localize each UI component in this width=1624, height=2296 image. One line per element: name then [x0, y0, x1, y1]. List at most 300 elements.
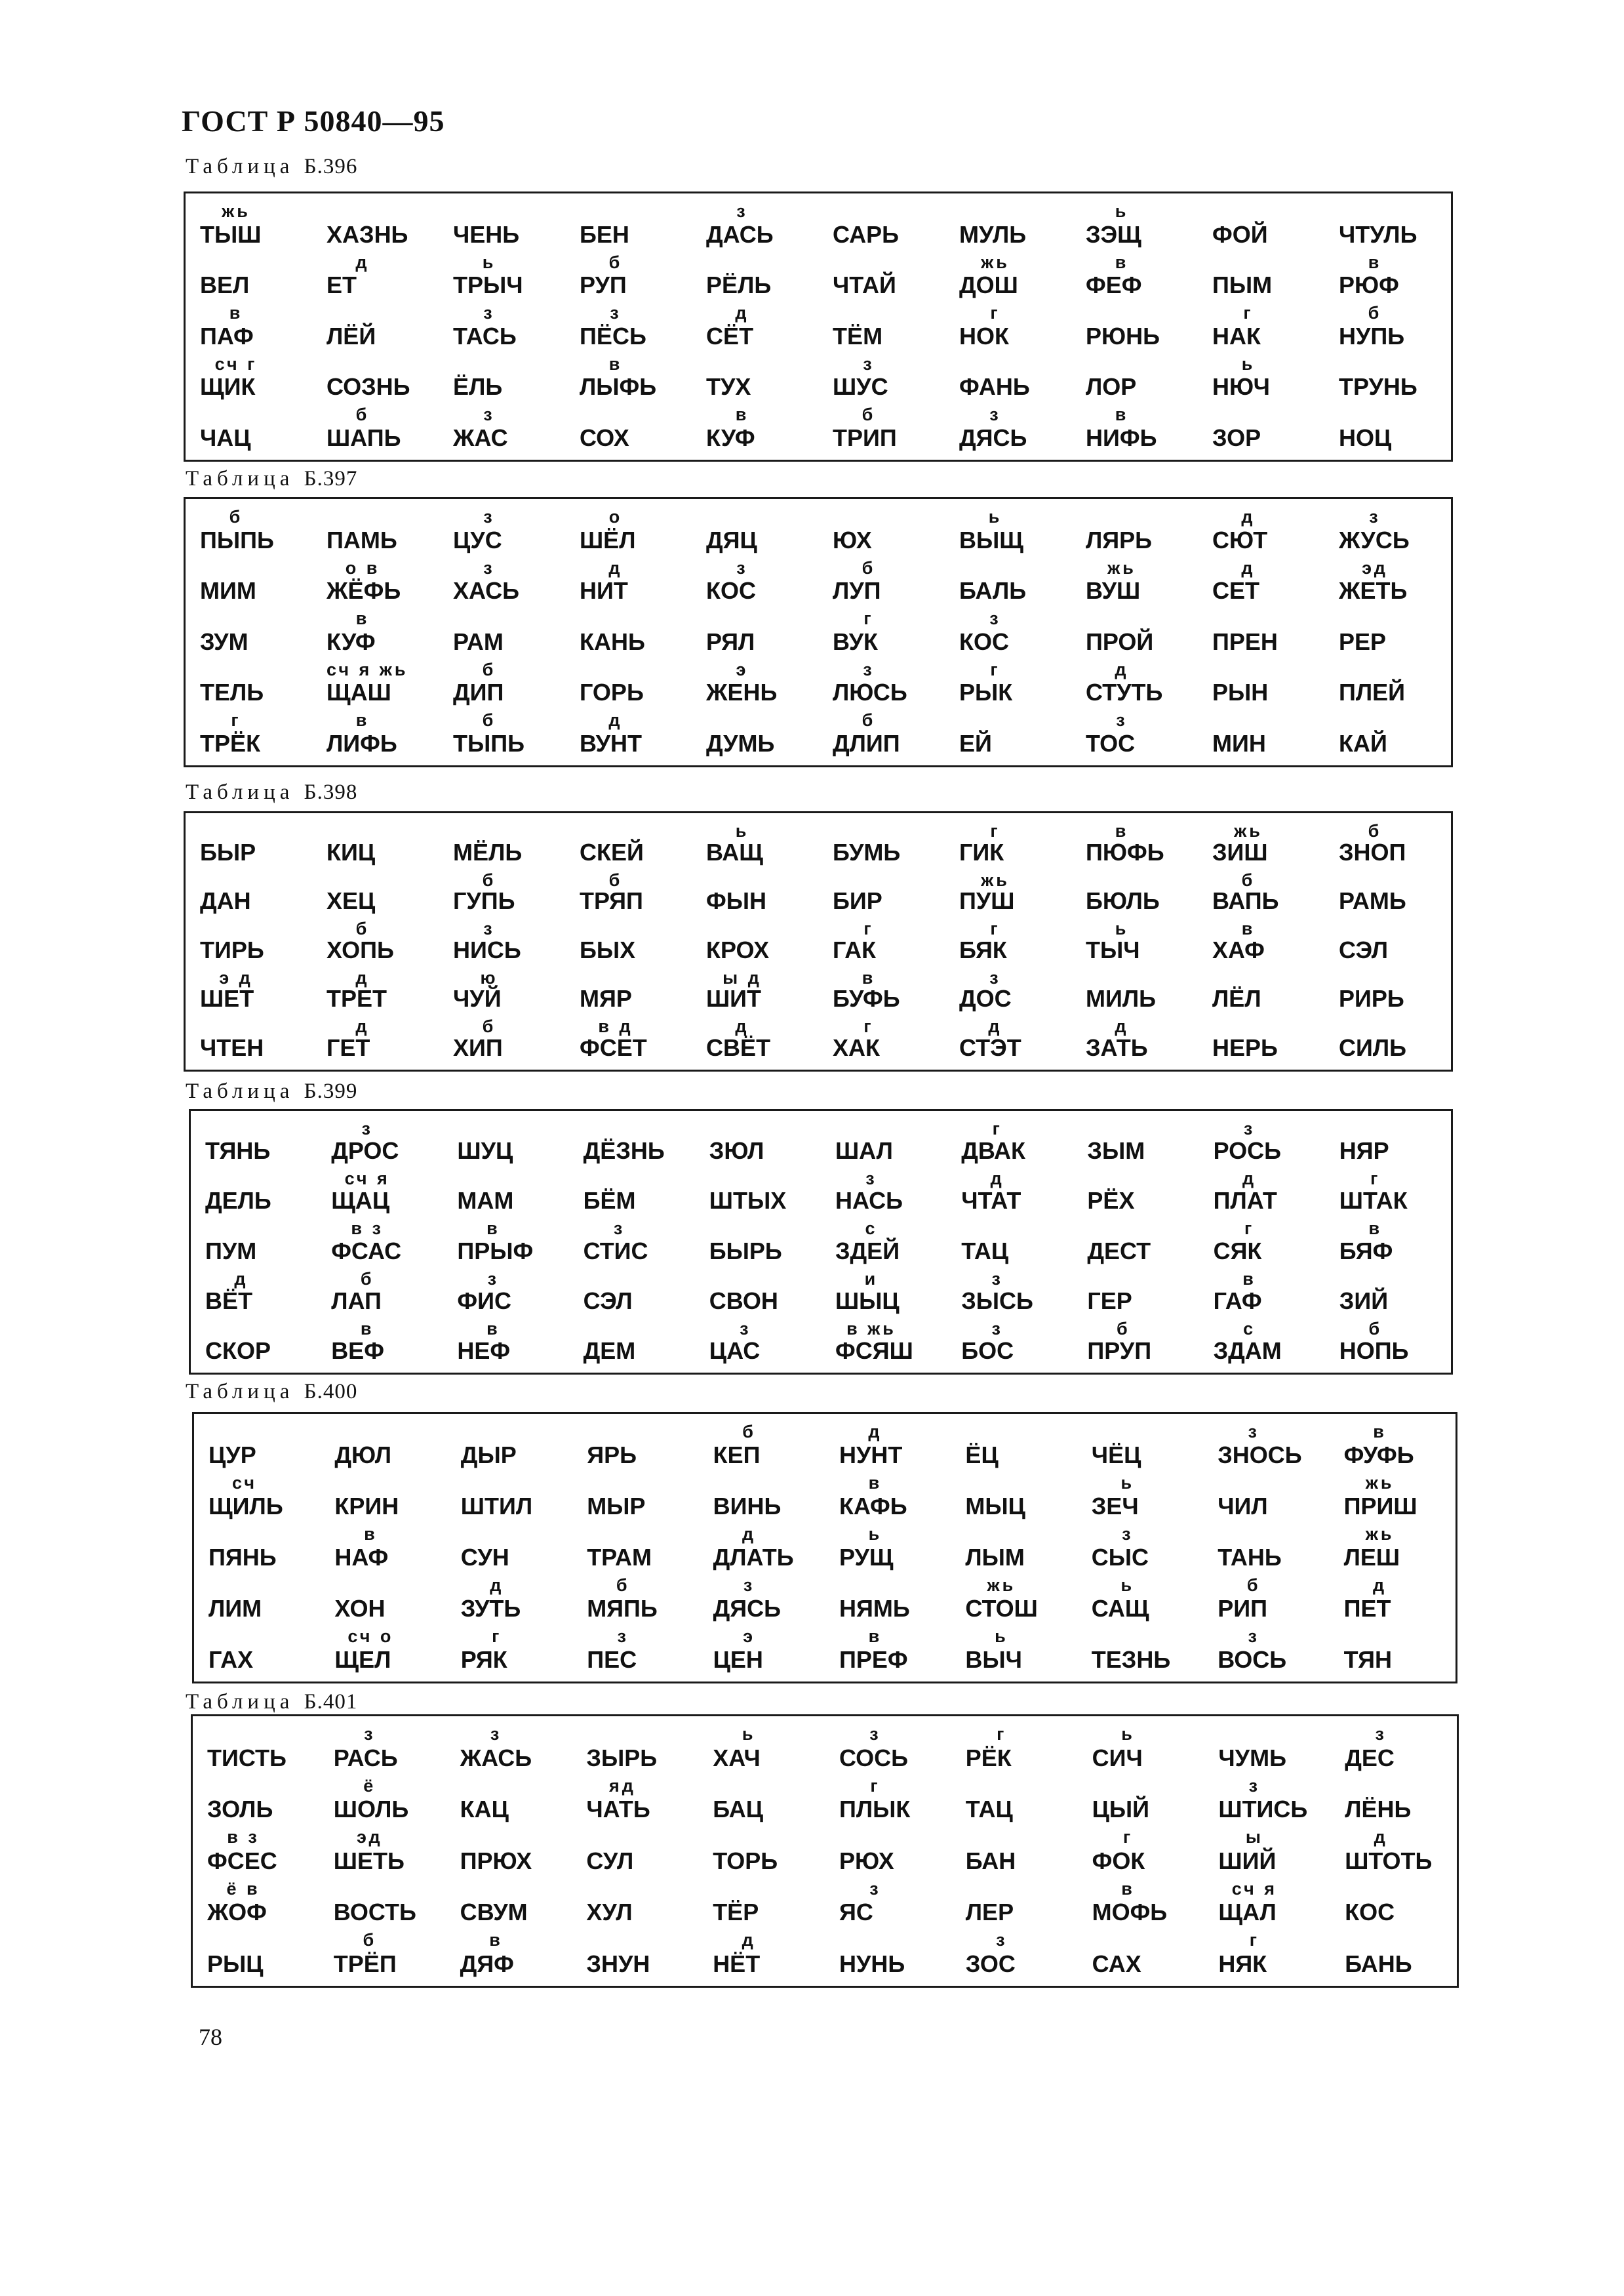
cell-word: ЗИШ — [1212, 838, 1268, 866]
table-cell — [446, 1929, 572, 1981]
cell-mark: з — [483, 919, 495, 939]
word-table — [191, 1714, 1459, 1988]
cell-word: ВЕФ — [331, 1337, 384, 1364]
table-cell — [312, 709, 439, 760]
cell-word: ЕЙ — [959, 729, 992, 757]
table-cell — [186, 251, 312, 302]
cell-mark: ь — [995, 1626, 1008, 1646]
cell-word: МЁЛЬ — [453, 838, 523, 866]
table-cell — [446, 1723, 572, 1775]
cell-word: ПЛЫК — [839, 1796, 911, 1823]
cell-mark: з — [1248, 1775, 1261, 1796]
cell-word: ПРЫФ — [457, 1237, 534, 1264]
table-cell — [565, 302, 692, 353]
table-cell — [695, 1217, 821, 1267]
table-cell — [1325, 1167, 1451, 1217]
cell-word: ЛЁЛ — [1212, 985, 1261, 1013]
table-cell — [194, 1625, 320, 1676]
table-cell — [818, 1015, 945, 1064]
word-table — [192, 1412, 1457, 1683]
cell-mark: з — [1369, 507, 1381, 527]
cell-word: ЩАЛ — [1218, 1899, 1277, 1926]
cell-word: ТОС — [1086, 729, 1136, 757]
cell-word: ХАЗНЬ — [327, 220, 408, 248]
table-cell — [1324, 709, 1451, 760]
cell-word: ЯС — [839, 1899, 873, 1926]
cell-word: ДРОС — [331, 1137, 399, 1165]
cell-mark: б — [1368, 303, 1382, 323]
table-cell — [317, 1217, 443, 1267]
table-cell — [572, 1723, 698, 1775]
table-cell — [572, 1929, 698, 1981]
cell-word: ТЫЧ — [1086, 936, 1140, 963]
table-cell — [1071, 917, 1198, 967]
cell-word: КУФ — [327, 628, 376, 655]
table-cell — [565, 506, 692, 557]
cell-word: ГАФ — [1213, 1287, 1262, 1314]
cell-word: НУНЬ — [839, 1950, 905, 1977]
cell-word: ПЕТ — [1343, 1595, 1391, 1622]
cell-word: ПРЕФ — [839, 1646, 908, 1673]
cell-word: СОСЬ — [839, 1744, 908, 1771]
table-cell — [945, 658, 1071, 710]
cell-word: РЫК — [959, 679, 1013, 706]
cell-mark: б — [1368, 821, 1382, 841]
cell-mark: сч — [232, 1473, 257, 1493]
cell-word: БЁМ — [583, 1187, 636, 1215]
cell-mark: б — [360, 1268, 374, 1289]
cell-word: ТЯН — [1343, 1646, 1392, 1673]
cell-mark: з — [736, 201, 748, 221]
table-cell — [818, 917, 945, 967]
cell-word: РЮФ — [1339, 272, 1399, 299]
table-cell — [692, 200, 818, 251]
cell-mark: г — [1122, 1827, 1134, 1847]
table-cell — [312, 967, 439, 1016]
cell-word: ПЮФЬ — [1086, 838, 1164, 866]
cell-mark: б — [1246, 1575, 1261, 1595]
cell-word: ШАПЬ — [327, 424, 401, 451]
cell-mark: г — [492, 1626, 502, 1646]
cell-word: ДЁЗНЬ — [583, 1137, 665, 1165]
cell-mark: в — [1115, 821, 1129, 841]
cell-mark: в з — [227, 1827, 260, 1847]
cell-mark: д — [608, 710, 623, 731]
table-cell — [945, 820, 1071, 869]
cell-mark: з — [1243, 1119, 1256, 1138]
cell-word: ЦЫЙ — [1092, 1796, 1150, 1823]
cell-mark: ё — [363, 1775, 376, 1796]
cell-mark: в жь — [846, 1318, 896, 1339]
table-cell — [439, 869, 565, 918]
cell-word: ТАЦ — [965, 1796, 1013, 1823]
table-cell — [317, 1118, 443, 1167]
cell-word: ЁЦ — [965, 1441, 999, 1468]
table-cell — [1330, 1472, 1456, 1523]
cell-word: СОЗНЬ — [327, 373, 410, 401]
cell-word: ЗДЕЙ — [835, 1237, 900, 1264]
table-cell — [439, 820, 565, 869]
table-label: Таблица — [186, 467, 294, 491]
cell-word: ЗЫРЬ — [586, 1744, 658, 1771]
table-number: Б.398 — [304, 780, 358, 804]
table-cell — [1199, 1318, 1325, 1367]
cell-word: КОС — [1345, 1899, 1395, 1926]
table-cell — [1199, 1167, 1325, 1217]
cell-word: ВАПЬ — [1212, 887, 1279, 915]
cell-word: ЛЕР — [965, 1899, 1014, 1926]
cell-mark: з — [1248, 1626, 1259, 1646]
cell-word: НОПЬ — [1339, 1337, 1409, 1364]
cell-mark: г — [990, 821, 1000, 841]
table-cell — [317, 1167, 443, 1217]
table-cell — [1078, 1723, 1204, 1775]
cell-word: БИР — [833, 887, 882, 915]
cell-mark: э д — [219, 967, 253, 988]
table-cell — [698, 1878, 825, 1929]
cell-mark: в — [229, 303, 243, 323]
table-cell — [1078, 1775, 1204, 1826]
table-cell — [565, 709, 692, 760]
table-cell — [312, 917, 439, 967]
cell-mark: б — [862, 405, 876, 425]
table-cell — [1204, 1929, 1330, 1981]
table-cell — [1071, 869, 1198, 918]
table-cell — [1324, 251, 1451, 302]
table-cell — [695, 1118, 821, 1167]
table-cell — [945, 967, 1071, 1016]
cell-word: ВУК — [833, 628, 878, 655]
cell-word: ЗЭЩ — [1086, 220, 1141, 248]
cell-mark: г — [990, 659, 1000, 679]
cell-mark: жь — [1234, 821, 1263, 841]
cell-word: РАМ — [453, 628, 504, 655]
table-cell — [1071, 967, 1198, 1016]
table-cell — [1198, 200, 1324, 251]
cell-word: ШУС — [833, 373, 888, 401]
cell-word: ЧУЙ — [453, 985, 502, 1013]
table-cell — [439, 353, 565, 404]
table-cell — [1198, 403, 1324, 454]
cell-word: ШОЛЬ — [333, 1796, 409, 1823]
cell-word: ЧЁЦ — [1091, 1441, 1141, 1468]
table-cell — [1325, 1268, 1451, 1318]
cell-word: ШТИСЬ — [1218, 1796, 1308, 1823]
cell-word: МИН — [1212, 729, 1266, 757]
cell-word: ФОЙ — [1212, 220, 1268, 248]
cell-word: ЛЫМ — [965, 1544, 1025, 1571]
cell-word: БАНЬ — [1345, 1950, 1412, 1977]
cell-word: ТРЁП — [333, 1950, 397, 1977]
cell-word: БАЦ — [713, 1796, 763, 1823]
table-cell — [945, 709, 1071, 760]
cell-word: НАСЬ — [835, 1187, 903, 1215]
cell-mark: д — [735, 303, 749, 323]
cell-word: СЭЛ — [583, 1287, 633, 1314]
cell-mark: з — [736, 557, 748, 578]
cell-word: ФАНЬ — [959, 373, 1030, 401]
table-cell — [186, 869, 312, 918]
cell-word: ЩАЦ — [331, 1187, 390, 1215]
cell-word: ШУЦ — [457, 1137, 513, 1165]
cell-word: НИСЬ — [453, 936, 521, 963]
cell-mark: г — [1243, 303, 1254, 323]
table-cell — [439, 506, 565, 557]
table-cell — [1325, 1217, 1451, 1267]
table-cell — [439, 200, 565, 251]
page-header: ГОСТ Р 50840—95 — [182, 104, 445, 138]
table-cell — [572, 1420, 698, 1472]
table-cell — [1330, 1775, 1457, 1826]
cell-mark: з — [361, 1119, 373, 1138]
cell-word: ХОПЬ — [327, 936, 394, 963]
cell-word: ЗНОСЬ — [1218, 1441, 1302, 1468]
table-cell — [825, 1826, 951, 1878]
cell-word: ЦУР — [208, 1441, 256, 1468]
cell-mark: з — [1116, 710, 1128, 731]
table-cell — [692, 820, 818, 869]
cell-word: ХУЛ — [586, 1899, 633, 1926]
cell-word: БЯК — [959, 936, 1007, 963]
cell-word: ШТАК — [1339, 1187, 1408, 1215]
cell-mark: с — [1243, 1318, 1256, 1339]
table-cell — [1324, 557, 1451, 608]
cell-word: ЧЕНЬ — [453, 220, 520, 248]
table-cell — [191, 1318, 317, 1367]
cell-word: ГИК — [959, 838, 1004, 866]
table-cell — [1199, 1118, 1325, 1167]
cell-word: СЁТ — [706, 322, 754, 350]
cell-mark: в — [1241, 919, 1256, 939]
cell-word: СЫС — [1091, 1544, 1149, 1571]
cell-mark: ь — [1241, 353, 1256, 374]
cell-word: БЫХ — [580, 936, 636, 963]
cell-word: МИЛЬ — [1086, 985, 1156, 1013]
cell-word: ФЕФ — [1086, 272, 1142, 299]
cell-word: САХ — [1092, 1950, 1141, 1977]
cell-word: ШЕТЬ — [333, 1847, 405, 1874]
table-cell — [1071, 607, 1198, 658]
word-table — [184, 191, 1453, 462]
cell-word: БЯФ — [1339, 1237, 1393, 1264]
cell-word: ЖУСЬ — [1339, 526, 1410, 554]
cell-word: ПЁСЬ — [580, 322, 646, 350]
cell-mark: жь — [1365, 1473, 1395, 1493]
table-cell — [821, 1167, 947, 1217]
table-cell — [1073, 1217, 1198, 1267]
cell-mark: в — [486, 1218, 500, 1239]
table-cell — [1324, 302, 1451, 353]
cell-word: ПЛАТ — [1213, 1187, 1277, 1215]
table-cell — [692, 403, 818, 454]
cell-mark: д — [1115, 1017, 1129, 1037]
table-cell — [1198, 353, 1324, 404]
table-cell — [446, 1523, 572, 1574]
table-cell — [320, 1472, 446, 1523]
cell-word: ЖЁФЬ — [327, 577, 401, 605]
cell-word: СУЛ — [586, 1847, 634, 1874]
table-cell — [818, 403, 945, 454]
table-cell — [572, 1826, 698, 1878]
cell-mark: г — [1249, 1930, 1260, 1950]
cell-mark: з — [743, 1575, 755, 1595]
table-cell — [439, 607, 565, 658]
cell-mark: в — [364, 1524, 378, 1544]
cell-mark: д — [234, 1268, 248, 1289]
cell-word: ЦЕН — [713, 1646, 763, 1673]
table-grid — [186, 200, 1451, 454]
table-cell — [565, 820, 692, 869]
table-cell — [947, 1217, 1073, 1267]
table-number: Б.396 — [304, 155, 358, 178]
cell-mark: жь — [1365, 1524, 1395, 1544]
cell-word: КОС — [706, 577, 756, 605]
cell-word: КУФ — [706, 424, 755, 451]
cell-word: РЮНЬ — [1086, 322, 1160, 350]
table-cell — [1198, 917, 1324, 967]
table-cell — [1071, 557, 1198, 608]
cell-word: РЁЛЬ — [706, 272, 772, 299]
table-cell — [565, 200, 692, 251]
table-cell — [1073, 1167, 1198, 1217]
table-cell — [193, 1775, 319, 1826]
cell-word: СЮТ — [1212, 526, 1268, 554]
cell-word: ПРОЙ — [1086, 628, 1154, 655]
table-cell — [1198, 251, 1324, 302]
cell-word: ВЫЧ — [965, 1646, 1022, 1673]
cell-word: ЗЫСЬ — [961, 1287, 1033, 1314]
cell-word: ЛЕШ — [1343, 1544, 1400, 1571]
table-cell — [565, 251, 692, 302]
cell-word: СТЭТ — [959, 1034, 1021, 1061]
cell-word: САРЬ — [833, 220, 899, 248]
table-cell — [818, 251, 945, 302]
cell-mark: з — [364, 1724, 376, 1744]
table-cell — [1073, 1268, 1198, 1318]
table-cell — [186, 506, 312, 557]
cell-word: ТАЦ — [961, 1237, 1009, 1264]
table-cell — [951, 1826, 1078, 1878]
table-number: Б.400 — [304, 1380, 358, 1403]
table-cell — [1325, 1118, 1451, 1167]
table-grid — [193, 1723, 1457, 1981]
cell-mark: в — [1115, 252, 1129, 272]
table-cell — [312, 302, 439, 353]
cell-word: ЗЕЧ — [1091, 1493, 1139, 1520]
table-cell — [821, 1268, 947, 1318]
cell-word: ТЁМ — [833, 322, 883, 350]
cell-word: ШТЫХ — [709, 1187, 787, 1215]
table-cell — [699, 1523, 825, 1574]
table-cell — [695, 1268, 821, 1318]
cell-word: СТИС — [583, 1237, 648, 1264]
table-cell — [825, 1523, 951, 1574]
table-cell — [1324, 869, 1451, 918]
cell-word: СВЁТ — [706, 1034, 771, 1061]
cell-word: ТЯНЬ — [205, 1137, 271, 1165]
cell-mark: д — [988, 1017, 1002, 1037]
cell-word: ШЁЛ — [580, 526, 636, 554]
cell-word: ПЛЕЙ — [1339, 679, 1406, 706]
cell-mark: в — [355, 609, 370, 629]
cell-word: ТРИП — [833, 424, 897, 451]
cell-word: ВЕЛ — [200, 272, 250, 299]
cell-word: ВАЩ — [706, 838, 763, 866]
cell-mark: г — [990, 919, 1000, 939]
cell-word: ЛЮСЬ — [833, 679, 907, 706]
cell-mark: д — [868, 1422, 882, 1441]
cell-word: ВУШ — [1086, 577, 1141, 605]
table-cell — [1077, 1420, 1203, 1472]
cell-word: ДУМЬ — [706, 729, 775, 757]
cell-word: КАФЬ — [839, 1493, 907, 1520]
table-cell — [565, 607, 692, 658]
cell-mark: ь — [1120, 1575, 1135, 1595]
cell-mark: д — [608, 557, 623, 578]
cell-word: ТРАМ — [587, 1544, 652, 1571]
table-cell — [945, 869, 1071, 918]
cell-mark: г — [863, 609, 874, 629]
cell-mark: ё в — [226, 1878, 260, 1899]
table-cell — [951, 1625, 1077, 1676]
cell-mark: г — [870, 1775, 881, 1796]
table-cell — [692, 658, 818, 710]
cell-mark: жь — [222, 201, 250, 221]
table-cell — [439, 302, 565, 353]
table-cell — [319, 1929, 446, 1981]
cell-word: ДАСЬ — [706, 220, 774, 248]
table-cell — [698, 1826, 825, 1878]
cell-word: МЫР — [587, 1493, 646, 1520]
cell-mark: б — [482, 659, 496, 679]
cell-word: ДЮЛ — [334, 1441, 392, 1468]
table-cell — [945, 353, 1071, 404]
table-cell — [1324, 200, 1451, 251]
cell-word: РЯК — [460, 1646, 507, 1673]
table-number: Б.399 — [304, 1079, 358, 1103]
cell-mark: д — [1373, 1575, 1387, 1595]
cell-word: СВОН — [709, 1287, 778, 1314]
cell-mark: б — [482, 1017, 496, 1037]
table-cell — [1330, 1723, 1457, 1775]
cell-mark: яд — [608, 1775, 636, 1796]
table-cell — [945, 917, 1071, 967]
cell-word: ЦАС — [709, 1337, 761, 1364]
table-cell — [320, 1625, 446, 1676]
cell-word: НЮЧ — [1212, 373, 1270, 401]
table-cell — [186, 403, 312, 454]
table-cell — [565, 1015, 692, 1064]
cell-mark: ы д — [723, 967, 762, 988]
table-cell — [1073, 1318, 1198, 1367]
table-cell — [439, 557, 565, 608]
table-cell — [186, 917, 312, 967]
cell-word: ТРЁК — [200, 729, 261, 757]
cell-word: РИП — [1218, 1595, 1267, 1622]
table-cell — [1330, 1625, 1456, 1676]
table-cell — [186, 820, 312, 869]
table-cell — [818, 506, 945, 557]
cell-mark: б — [482, 710, 496, 731]
table-cell — [947, 1118, 1073, 1167]
table-cell — [194, 1420, 320, 1472]
cell-word: ФОК — [1092, 1847, 1145, 1874]
cell-word: НЯК — [1218, 1950, 1267, 1977]
cell-word: РОСЬ — [1213, 1137, 1282, 1165]
cell-word: СТУТЬ — [1086, 679, 1163, 706]
table-cell — [1078, 1878, 1204, 1929]
table-cell — [569, 1318, 695, 1367]
